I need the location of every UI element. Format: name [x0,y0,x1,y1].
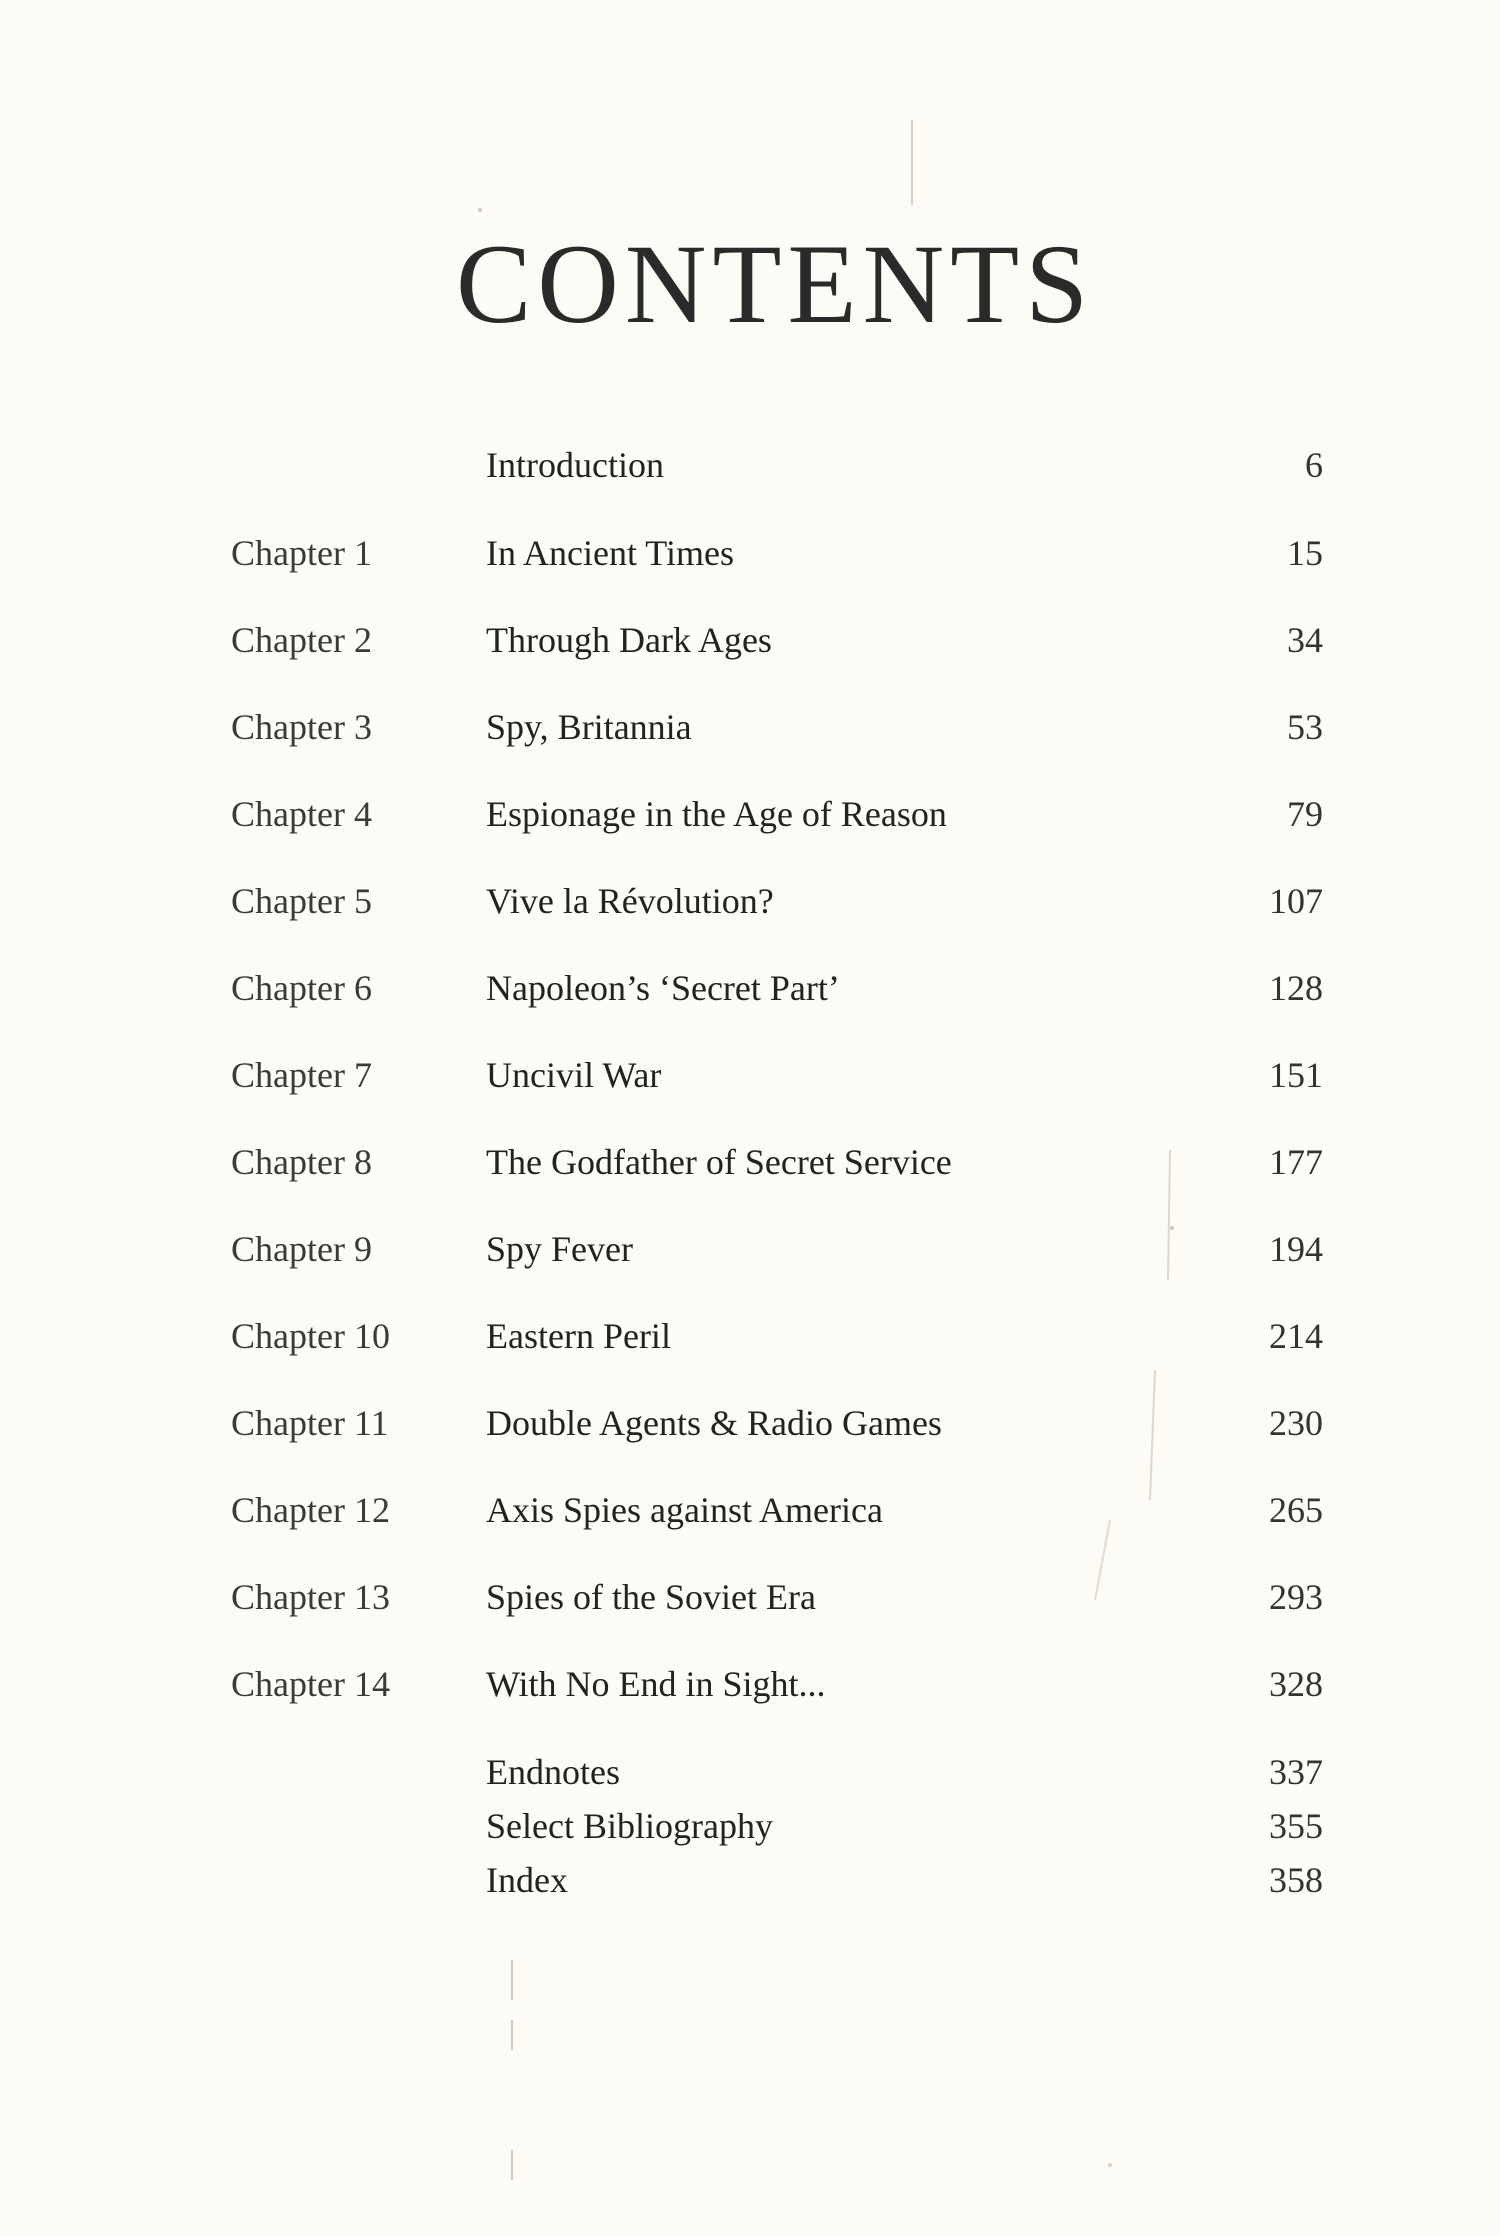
toc-entry-chapter-9[interactable] [0,1224,1500,1274]
toc-entry-chapter-14[interactable] [0,1659,1500,1709]
toc-entry-chapter-5[interactable] [0,876,1500,926]
chapter-label: Chapter 7 [231,1055,372,1095]
chapter-label: Chapter 3 [231,707,372,747]
entry-page-number: 230 [1269,1403,1323,1443]
chapter-label: Chapter 8 [231,1142,372,1182]
entry-title: The Godfather of Secret Service [486,1142,952,1182]
chapter-label: Chapter 1 [231,533,372,573]
chapter-label: Chapter 6 [231,968,372,1008]
chapter-label: Chapter 4 [231,794,372,834]
chapter-label: Chapter 10 [231,1316,390,1356]
entry-page-number: 355 [1269,1806,1323,1846]
entry-title: Uncivil War [486,1055,662,1095]
chapter-label: Chapter 14 [231,1664,390,1704]
entry-title: Espionage in the Age of Reason [486,794,947,834]
entry-title: Index [486,1860,568,1900]
entry-page-number: 79 [1287,794,1323,834]
entry-page-number: 194 [1269,1229,1323,1269]
chapter-label: Chapter 12 [231,1490,390,1530]
entry-title: With No End in Sight... [486,1664,826,1704]
entry-title: Select Bibliography [486,1806,773,1846]
toc-entry-select-bibliography[interactable] [0,1802,1500,1850]
toc-entry-chapter-11[interactable] [0,1398,1500,1448]
chapter-label: Chapter 13 [231,1577,390,1617]
entry-title: Spy, Britannia [486,707,692,747]
toc-entry-endnotes[interactable] [0,1748,1500,1796]
entry-page-number: 128 [1269,968,1323,1008]
entry-page-number: 6 [1305,445,1323,485]
toc-entry-chapter-7[interactable] [0,1050,1500,1100]
chapter-label: Chapter 2 [231,620,372,660]
toc-entry-chapter-1[interactable] [0,528,1500,578]
toc-entry-introduction[interactable] [0,440,1500,490]
entry-title: Through Dark Ages [486,620,772,660]
toc-entry-chapter-10[interactable] [0,1311,1500,1361]
entry-page-number: 358 [1269,1860,1323,1900]
entry-page-number: 293 [1269,1577,1323,1617]
entry-page-number: 265 [1269,1490,1323,1530]
entry-title: Introduction [486,445,664,485]
entry-title: Eastern Peril [486,1316,671,1356]
entry-page-number: 151 [1269,1055,1323,1095]
entry-page-number: 53 [1287,707,1323,747]
entry-title: Spy Fever [486,1229,633,1269]
chapter-label: Chapter 5 [231,881,372,921]
chapter-label: Chapter 11 [231,1403,389,1443]
entry-title: Endnotes [486,1752,620,1792]
toc-entry-chapter-2[interactable] [0,615,1500,665]
entry-title: Napoleon’s ‘Secret Part’ [486,968,840,1008]
toc-entry-chapter-8[interactable] [0,1137,1500,1187]
toc-entry-chapter-13[interactable] [0,1572,1500,1622]
entry-page-number: 337 [1269,1752,1323,1792]
entry-title: Spies of the Soviet Era [486,1577,816,1617]
toc-entry-chapter-4[interactable] [0,789,1500,839]
toc-entry-index[interactable] [0,1856,1500,1904]
entry-title: Double Agents & Radio Games [486,1403,942,1443]
page-title: CONTENTS [455,222,1095,347]
entry-title: Axis Spies against America [486,1490,883,1530]
entry-page-number: 214 [1269,1316,1323,1356]
entry-title: In Ancient Times [486,533,735,573]
entry-page-number: 34 [1287,620,1323,660]
entry-page-number: 107 [1269,881,1323,921]
toc-entry-chapter-3[interactable] [0,702,1500,752]
toc-entry-chapter-6[interactable] [0,963,1500,1013]
entry-page-number: 177 [1269,1142,1323,1182]
chapter-label: Chapter 9 [231,1229,372,1269]
entry-page-number: 328 [1269,1664,1323,1704]
entry-title: Vive la Révolution? [486,881,774,921]
entry-page-number: 15 [1287,533,1323,573]
toc-entry-chapter-12[interactable] [0,1485,1500,1535]
